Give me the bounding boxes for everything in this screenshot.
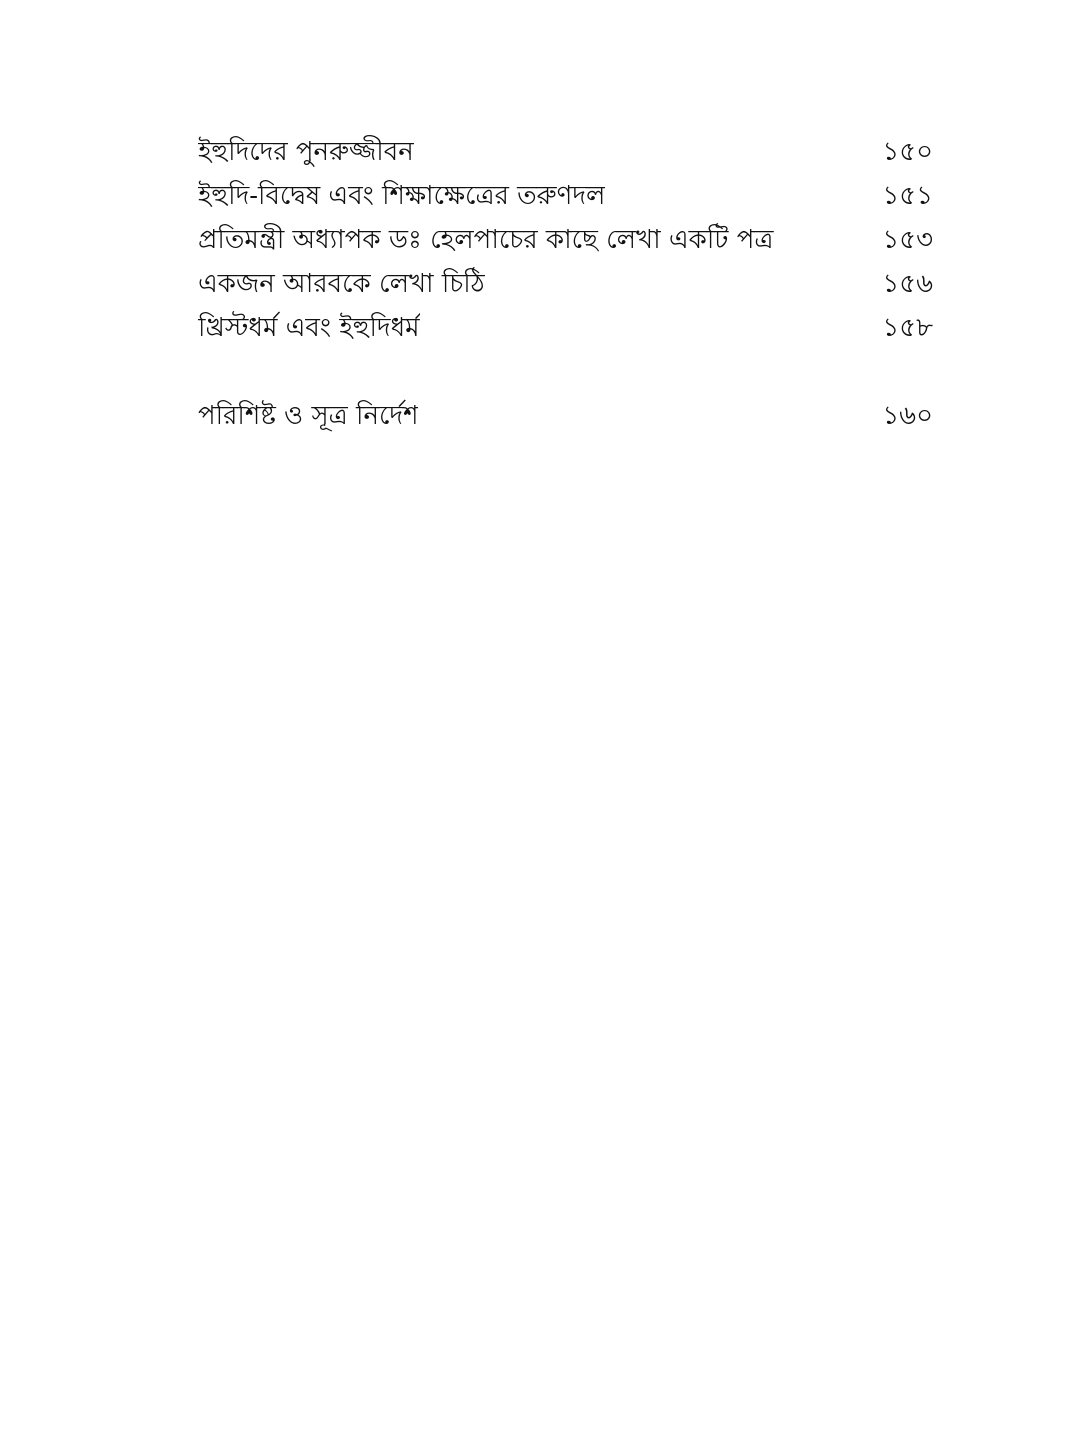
toc-entry-page: ১৫৩ xyxy=(882,225,933,255)
toc-entry xyxy=(198,306,933,350)
toc-entry xyxy=(198,130,933,174)
toc-entry-page: ১৫০ xyxy=(882,137,933,167)
toc-appendix-page: ১৬০ xyxy=(882,401,933,431)
table-of-contents xyxy=(198,130,933,438)
toc-entry-title: প্রতিমন্ত্রী অধ্যাপক ডঃ হেলপাচের কাছে লেখা একটি পত্র xyxy=(198,225,774,255)
toc-entry xyxy=(198,262,933,306)
toc-appendix-entry xyxy=(198,394,933,438)
toc-entry-title: ইহুদিদের পুনরুজ্জীবন xyxy=(198,137,414,167)
toc-entry-page: ১৫১ xyxy=(882,181,933,211)
toc-appendix-title: পরিশিষ্ট ও সূত্র নির্দেশ xyxy=(198,401,419,431)
toc-entry xyxy=(198,218,933,262)
toc-entry xyxy=(198,174,933,218)
toc-entry-title: ইহুদি-বিদ্বেষ এবং শিক্ষাক্ষেত্রের তরুণদল xyxy=(198,181,606,211)
toc-entry-page: ১৫৮ xyxy=(882,313,933,343)
toc-entry-title: একজন আরবকে লেখা চিঠি xyxy=(198,269,485,299)
toc-spacer xyxy=(198,350,933,394)
toc-entry-page: ১৫৬ xyxy=(882,269,933,299)
toc-entry-title: খ্রিস্টধর্ম এবং ইহুদিধর্ম xyxy=(198,313,420,343)
